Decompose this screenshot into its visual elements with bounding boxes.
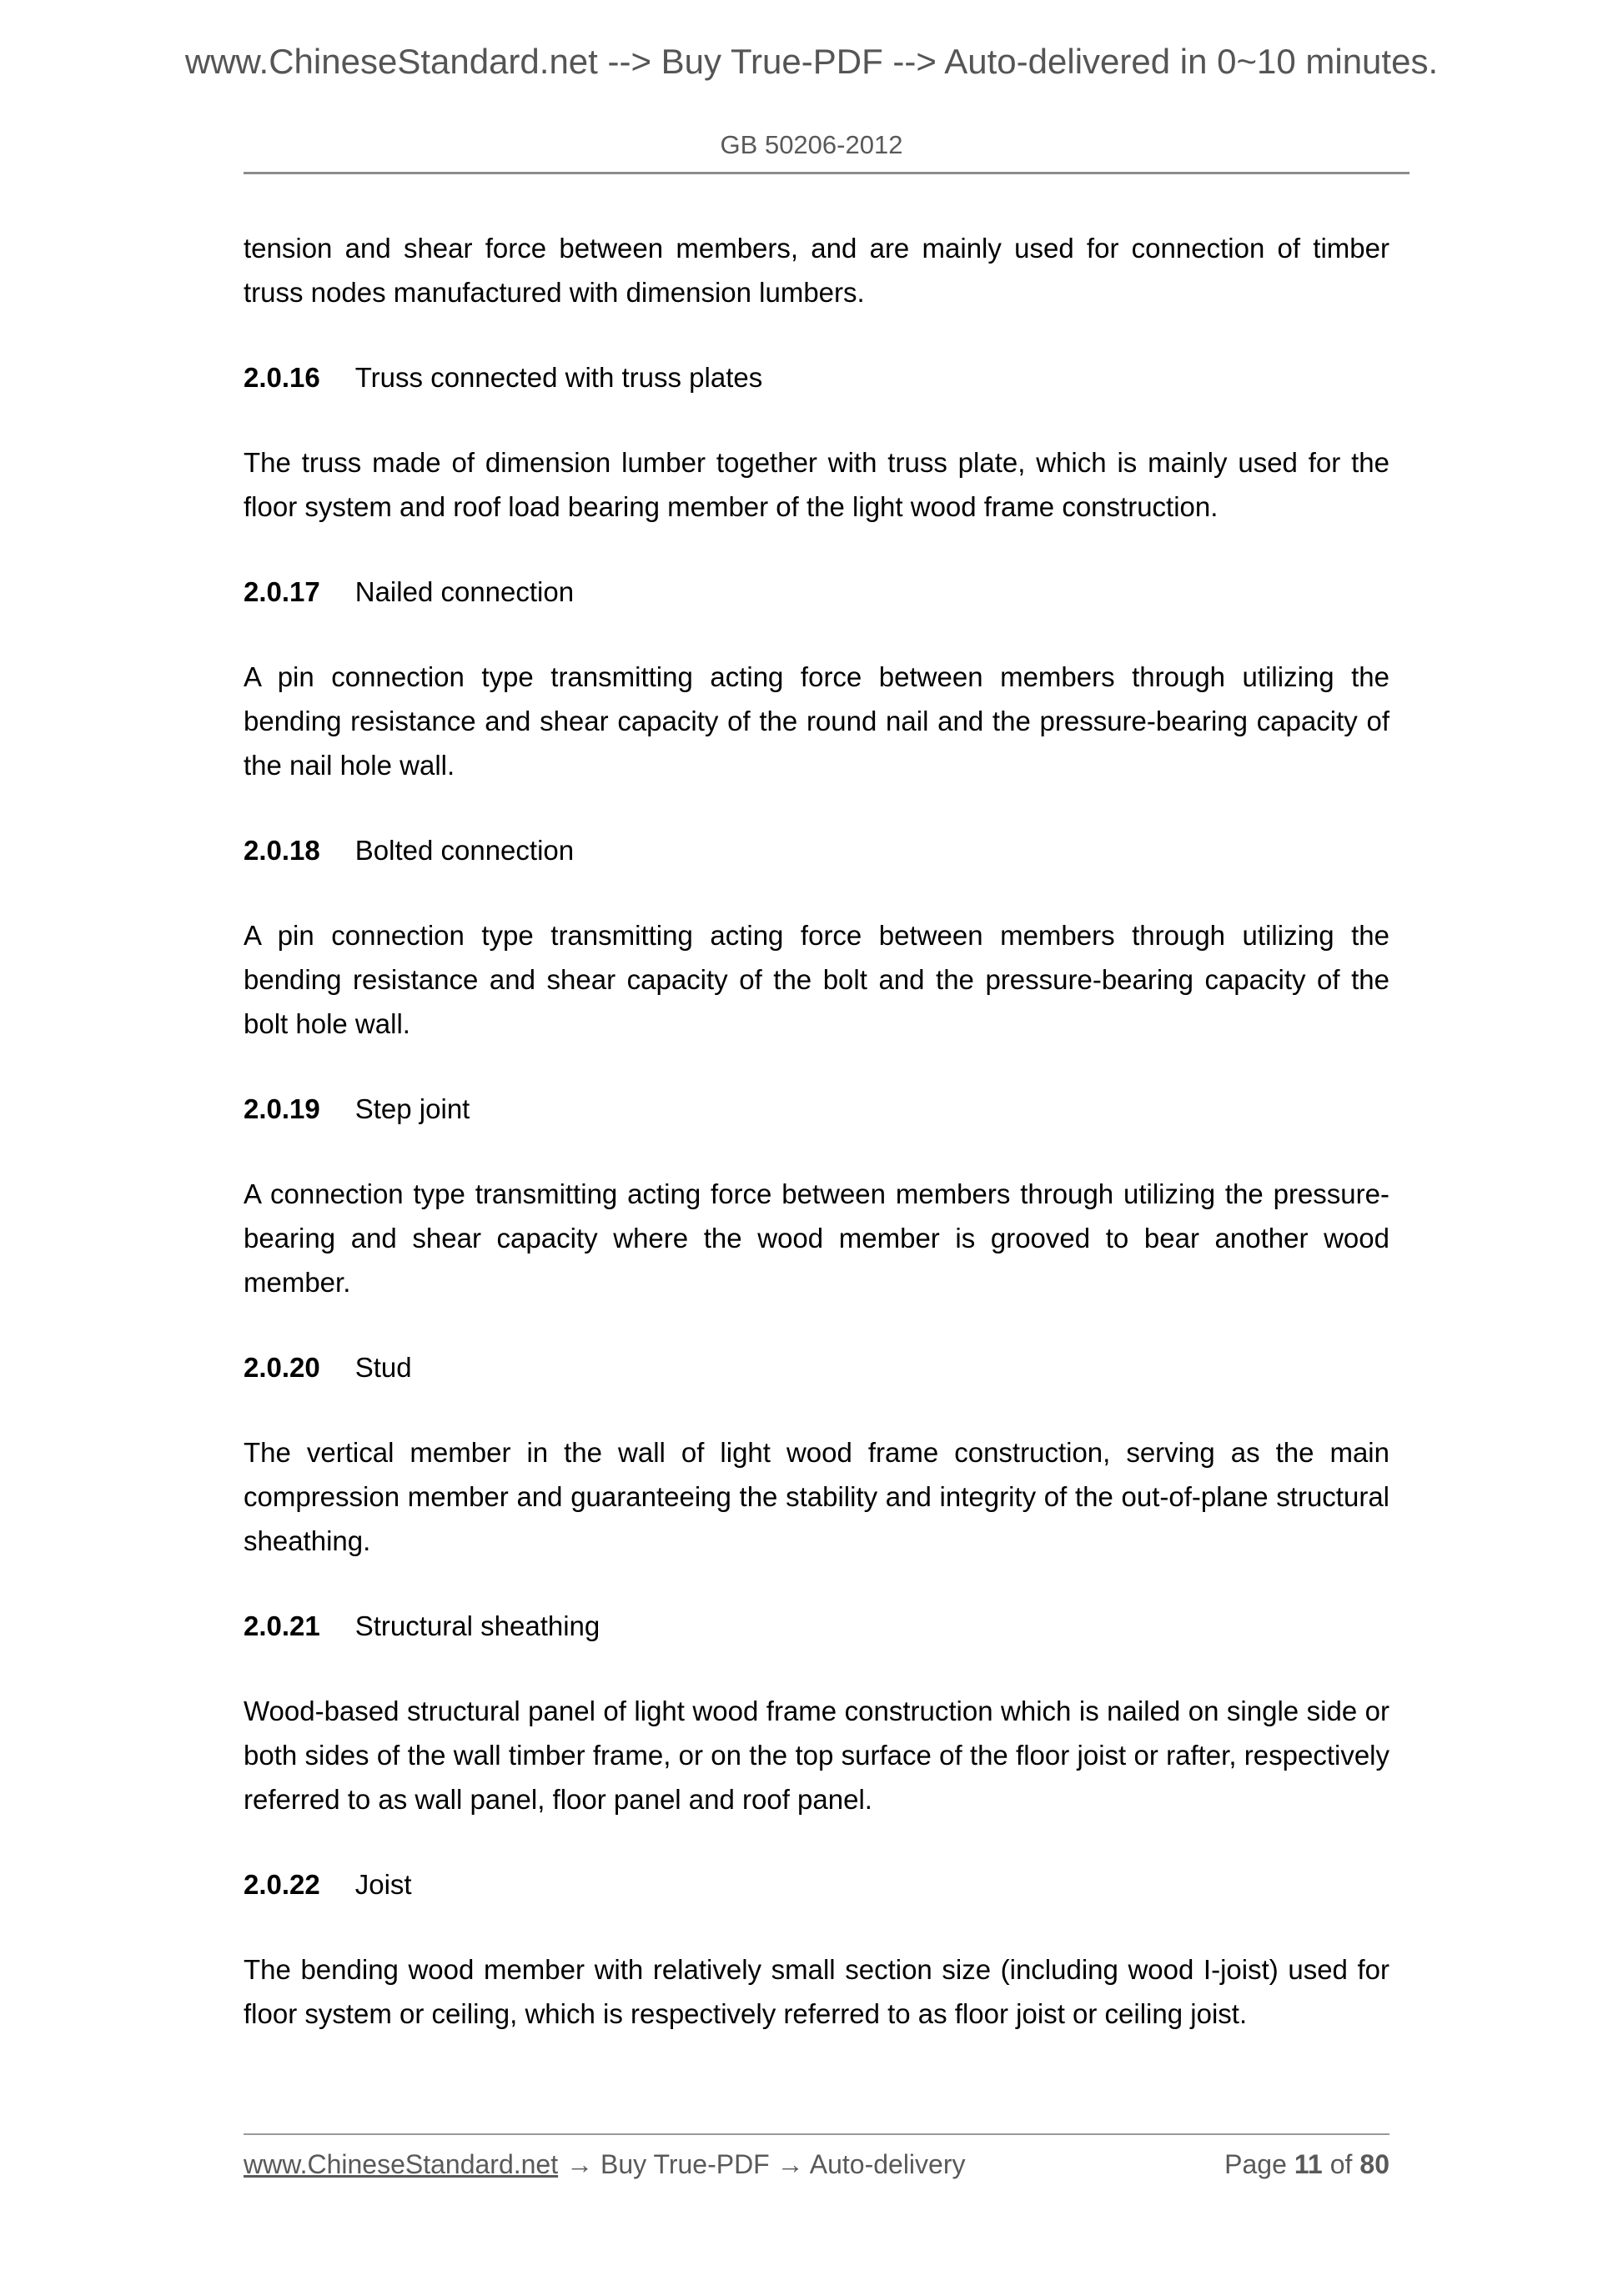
clause-number: 2.0.18: [244, 835, 320, 866]
paragraph: The truss made of dimension lumber together with truss plate, which is mainly used for the floor system and roof load bearing member of the light wood frame construction.: [244, 447, 1389, 522]
page-label: Page: [1224, 2149, 1287, 2179]
document-body: [244, 226, 1389, 2036]
header-divider: [244, 172, 1409, 174]
paragraph: A pin connection type transmitting acting force between members through utilizing the bending resistance and shear capacity of the bolt and the pressure-bearing capacity of the bolt hole wall.: [244, 920, 1389, 1039]
paragraph: The vertical member in the wall of light wood frame construction, serving as the main compression member and guaranteeing the stability and integrity of the out-of-plane structural sheathing.: [244, 1437, 1389, 1556]
clause-title: Structural sheathing: [354, 1610, 600, 1641]
clause-heading: [244, 1862, 1389, 1907]
clause-title: Joist: [354, 1869, 412, 1900]
clause-heading: [244, 1087, 1389, 1131]
page-indicator: [1224, 2148, 1389, 2180]
clause-title: Step joint: [354, 1093, 470, 1124]
clause-title: Nailed connection: [354, 576, 575, 607]
clause-heading: [244, 1345, 1389, 1389]
clause-heading: [244, 355, 1389, 399]
footer-site-link[interactable]: www.ChineseStandard.net: [244, 2149, 559, 2179]
paragraph: A connection type transmitting acting force between members through utilizing the pressure-bearing and shear capacity where the wood member is grooved to bear another wood member.: [244, 1178, 1389, 1298]
clause-title: Stud: [354, 1352, 412, 1383]
promo-header-text: www.ChineseStandard.net --> Buy True-PDF --> Auto-delivered in 0~10 minutes.: [184, 42, 1439, 81]
page-footer: [244, 2133, 1389, 2180]
paragraph: tension and shear force between members, and are mainly used for connection of timber truss nodes manufactured with dimension lumbers.: [244, 233, 1389, 308]
paragraph: A pin connection type transmitting acting force between members through utilizing the bending resistance and shear capacity of the round nail and the pressure-bearing capacity of the nail hole wall.: [244, 661, 1389, 781]
clause-number: 2.0.20: [244, 1352, 320, 1383]
footer-promo: [244, 2148, 965, 2180]
clause-heading: [244, 1604, 1389, 1648]
footer-divider: [244, 2133, 1389, 2135]
clause-title: Bolted connection: [354, 835, 575, 866]
clause-title: Truss connected with truss plates: [354, 362, 763, 393]
footer-tagline: → Buy True-PDF → Auto-delivery: [566, 2149, 966, 2179]
clause-number: 2.0.17: [244, 576, 320, 607]
standard-number: GB 50206-2012: [720, 130, 903, 159]
clause-number: 2.0.19: [244, 1093, 320, 1124]
page-current: 11: [1294, 2149, 1323, 2179]
clause-number: 2.0.16: [244, 362, 320, 393]
clause-number: 2.0.22: [244, 1869, 320, 1900]
paragraph: Wood-based structural panel of light wood frame construction which is nailed on single side or both sides of the wall timber frame, or on the top surface of the floor joist or rafter, respectively referred to as wall panel, floor panel and roof panel.: [244, 1696, 1389, 1815]
paragraph: The bending wood member with relatively small section size (including wood I-joist) used for floor system or ceiling, which is respectively referred to as floor joist or ceiling joist.: [244, 1954, 1389, 2029]
clause-heading: [244, 570, 1389, 614]
clause-heading: [244, 828, 1389, 872]
page-of: of: [1329, 2149, 1353, 2179]
page-total: 80: [1359, 2149, 1389, 2179]
clause-number: 2.0.21: [244, 1610, 320, 1641]
